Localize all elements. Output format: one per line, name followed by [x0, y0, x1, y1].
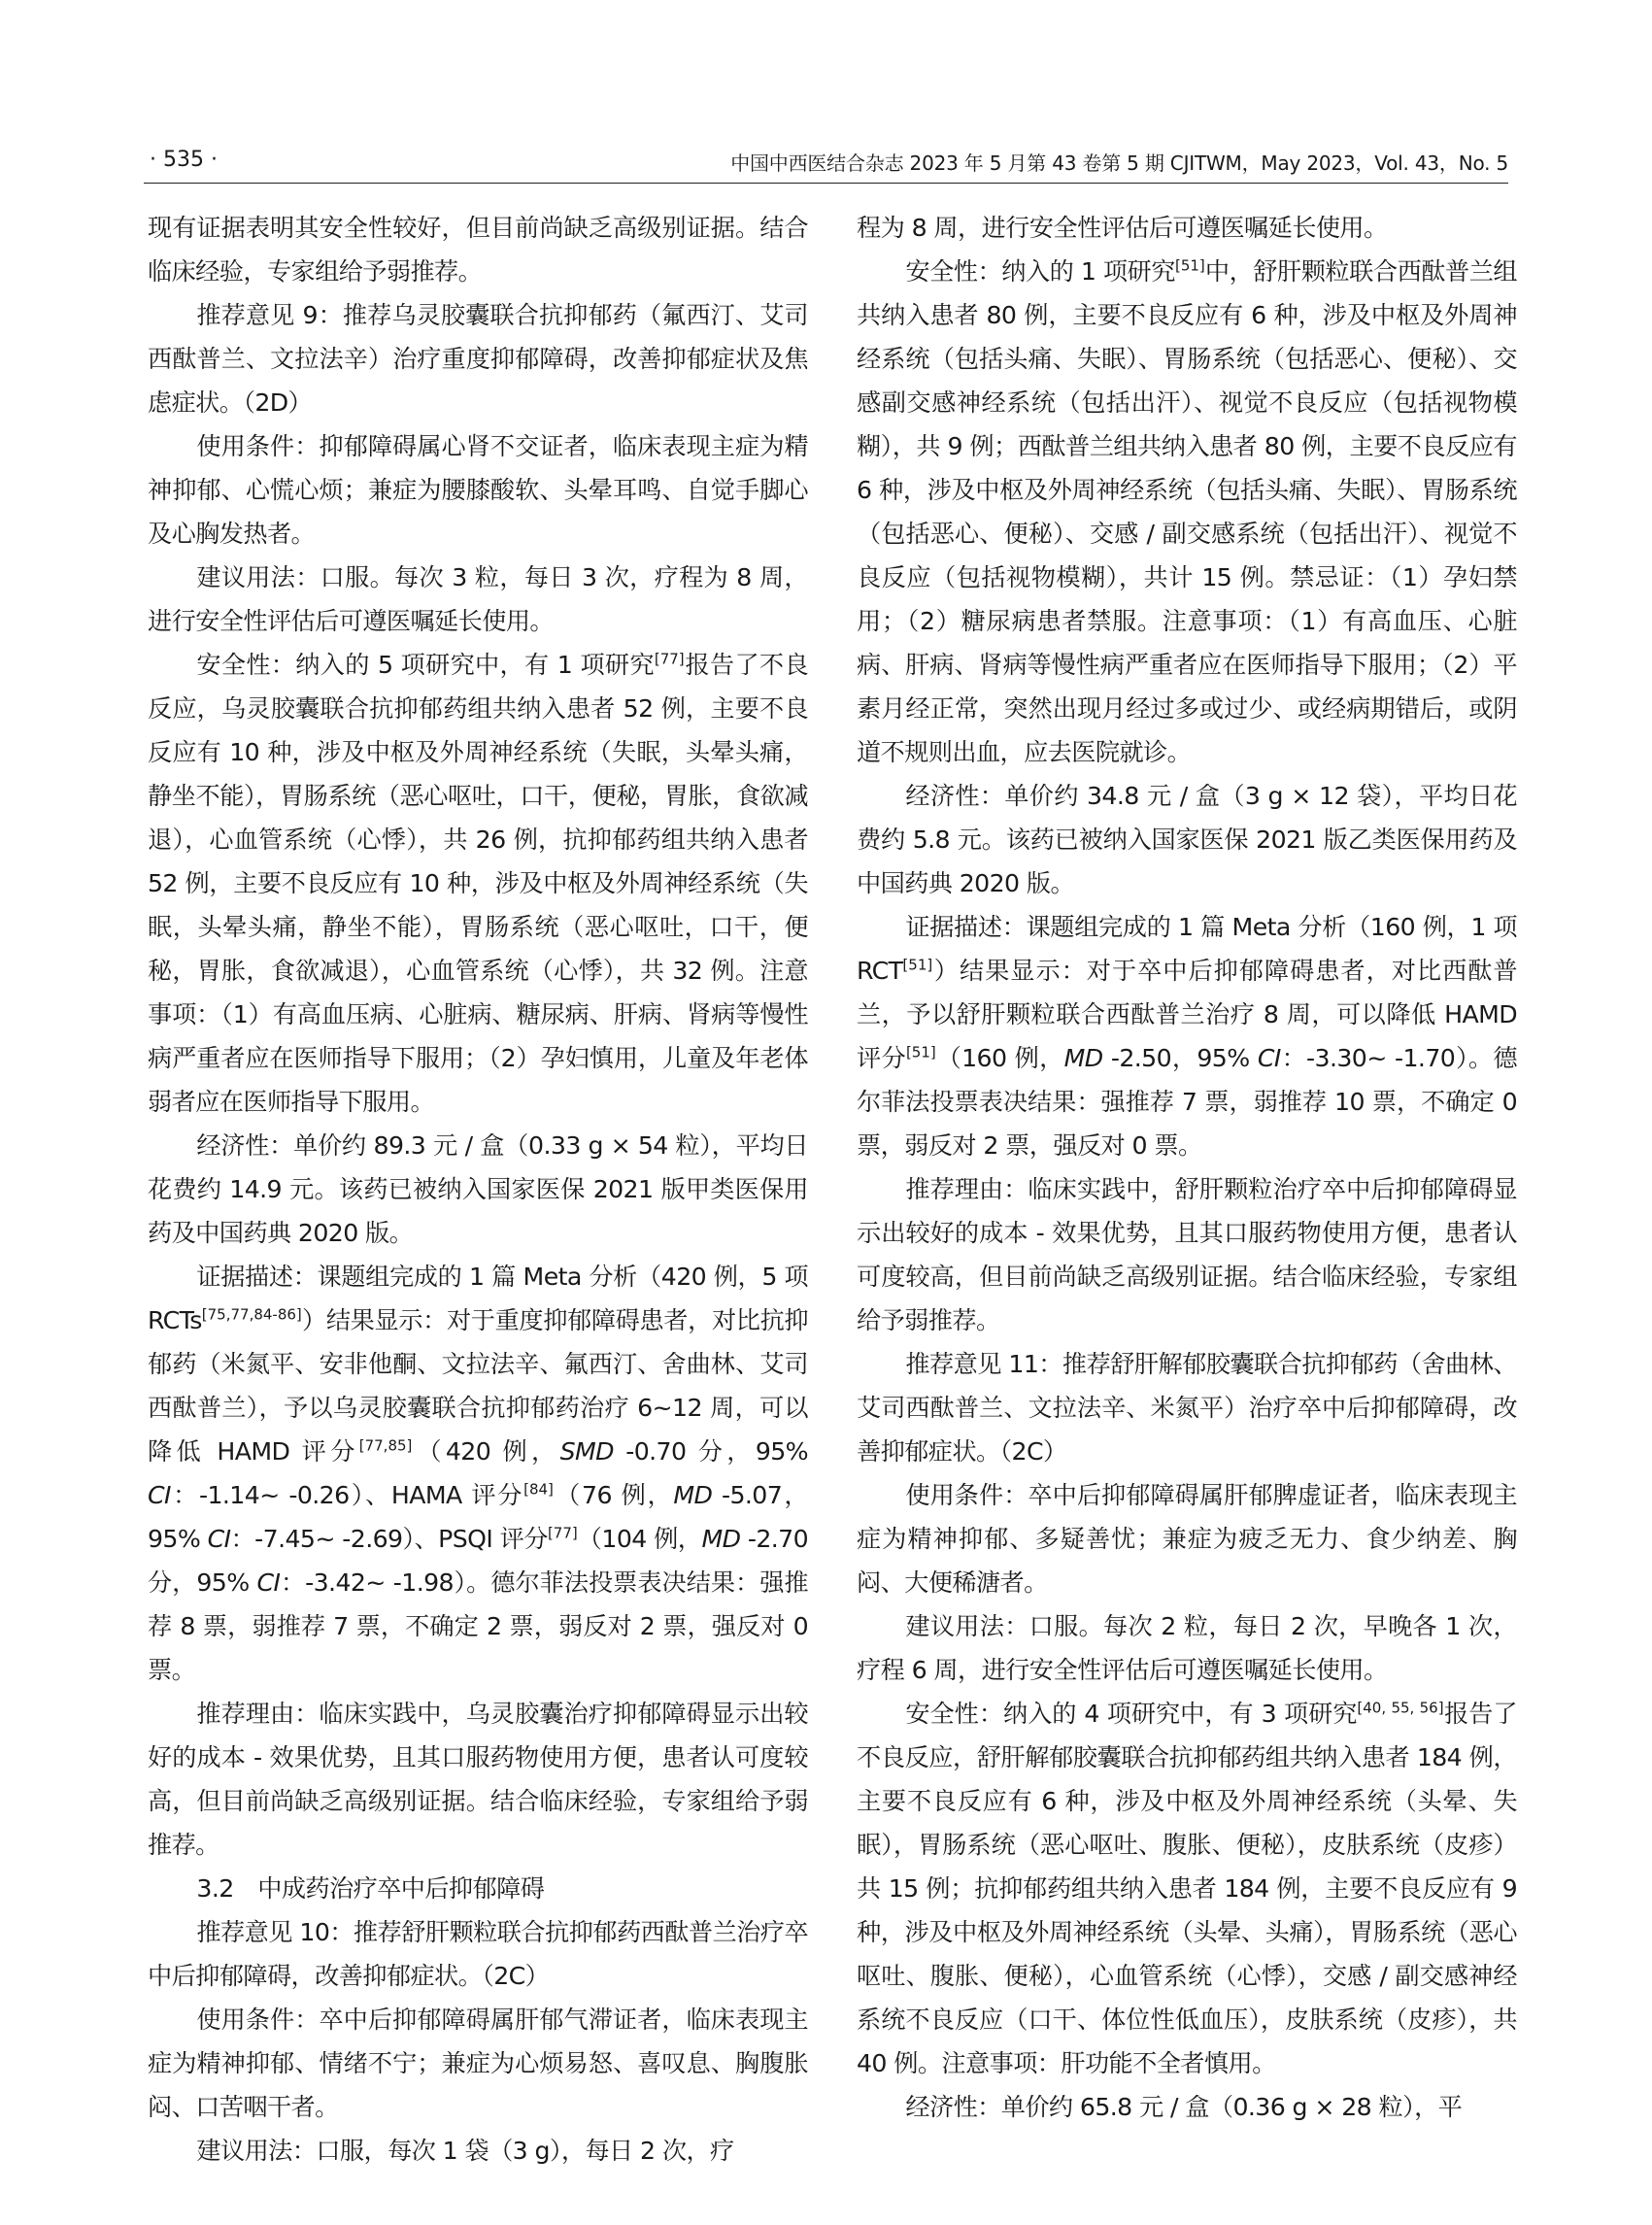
text: （160 例，: [935, 1044, 1064, 1072]
citation-ref: [77]: [654, 650, 685, 668]
italic-term: CI: [256, 1568, 281, 1597]
italic-term: CI: [1257, 1044, 1281, 1072]
citation-ref: [75,77,84-86]: [201, 1305, 302, 1324]
italic-term: CI: [207, 1525, 231, 1553]
paragraph: 现有证据表明其安全性较好，但目前尚缺乏高级别证据。结合临床经验，专家组给予弱推荐。: [148, 214, 808, 286]
recommendation-10: 推荐意见 10：推荐舒肝颗粒联合抗抑郁药西酞普兰治疗卒中后抑郁障碍，改善抑郁症状。（2C）: [148, 1918, 808, 1990]
text: 安全性：纳入的 1 项研究: [905, 257, 1175, 286]
citation-ref: [51]: [905, 1043, 936, 1062]
citation-ref: [40, 55, 56]: [1357, 1699, 1444, 1717]
paragraph: 使用条件：抑郁障碍属心肾不交证者，临床表现主症为精神抑郁、心慌心烦；兼症为腰膝酸软、头晕耳鸣、自觉手脚心及心胸发热者。: [148, 432, 808, 548]
paragraph: [857, 905, 1517, 1167]
paragraph: 经济性：单价约 89.3 元 / 盒（0.33 g × 54 粒），平均日花费约 14.9 元。该药已被纳入国家医保 2021 版甲类医保用药及中国药典 2020 版。: [148, 1131, 808, 1247]
text: ）结果显示：对于卒中后抑郁障碍患者，对比西酞普兰，予以舒肝颗粒联合西酞普兰治疗 8 周，可以降低 HAMD 评分: [857, 957, 1517, 1072]
italic-term: SMD: [559, 1437, 614, 1466]
paragraph: [857, 1692, 1517, 2085]
text: -0.70 分，95%: [613, 1437, 809, 1466]
paragraph: 建议用法：口服。每次 2 粒，每日 2 次，早晚各 1 次，疗程 6 周，进行安全性评估后可遵医嘱延长使用。: [857, 1612, 1517, 1684]
paragraph: 推荐理由：临床实践中，舒肝颗粒治疗卒中后抑郁障碍显示出较好的成本 - 效果优势，且其口服药物使用方便，患者认可度较高，但目前尚缺乏高级别证据。结合临床经验，专家组给予弱推荐。: [857, 1175, 1517, 1334]
text: 安全性：纳入的 4 项研究中，有 3 项研究: [905, 1700, 1358, 1728]
paragraph: 程为 8 周，进行安全性评估后可遵医嘱延长使用。: [857, 214, 1388, 242]
paragraph: 使用条件：卒中后抑郁障碍属肝郁气滞证者，临床表现主症为精神抑郁、情绪不宁；兼症为心烦易怒、喜叹息、胸腹胀闷、口苦咽干者。: [148, 2006, 808, 2121]
text: 报告了不良反应，乌灵胶囊联合抗抑郁药组共纳入患者 52 例，主要不良反应有 10 种，涉及中枢及外周神经系统（失眠，头晕头痛，静坐不能），胃肠系统（恶心呕吐，口干，便秘，胃胀，食欲减退），心血管系统（心悸），共 26 例，抗抑郁药组共纳入患者 52 例，主要不良反应有 10 种，涉及中枢及外周神经系统（失眠，头晕头痛，静坐不能），胃肠系统（恶心呕吐，口干，便秘，胃胀，食欲减退），心血管系统（心悸），共 32 例。注意事项：（1）有高血压病、心脏病、糖尿病、肝病、肾病等慢性病严重者应在医师指导下服用；（2）孕妇慎用，儿童及年老体弱者应在医师指导下服用。: [148, 651, 808, 1116]
text: ：-1.14~ -0.26）、HAMA 评分: [170, 1481, 524, 1509]
page-number: · 535 ·: [150, 148, 218, 172]
text: ：-3.30~ -1.70）。德尔菲法投票表决结果：强推荐 7 票，弱推荐 10 票，不确定 0 票，弱反对 2 票，强反对 0 票。: [857, 1044, 1517, 1160]
text: -2.50，95%: [1102, 1044, 1258, 1072]
page-header: [144, 144, 1508, 184]
paragraph: 推荐理由：临床实践中，乌灵胶囊治疗抑郁障碍显示出较好的成本 - 效果优势，且其口服药物使用方便，患者认可度较高，但目前尚缺乏高级别证据。结合临床经验，专家组给予弱推荐。: [148, 1700, 808, 1859]
italic-term: MD: [1063, 1044, 1103, 1072]
paragraph: [148, 1255, 808, 1692]
text: -2.70 分，95%: [148, 1525, 809, 1597]
text: ：-3.42~ -1.98）。德尔菲法投票表决结果：强推荐 8 票，弱推荐 7 票，不确定 2 票，弱反对 2 票，强反对 0 票。: [148, 1568, 808, 1684]
paragraph: [148, 643, 808, 1124]
text: 证据描述：课题组完成的 1 篇 Meta 分析（420 例，5 项 RCTs: [148, 1263, 808, 1334]
text: 中，舒肝颗粒联合西酞普兰组共纳入患者 80 例，主要不良反应有 6 种，涉及中枢及外周神经系统（包括头痛、失眠）、胃肠系统（包括恶心、便秘）、交感副交感神经系统（包括出汗）、视觉不良反应（包括视物模糊），共 9 例；西酞普兰组共纳入患者 80 例，主要不良反应有 6 种，涉及中枢及外周神经系统（包括头痛、失眠）、胃肠系统（包括恶心、便秘）、交感 / 副交感系统（包括出汗）、视觉不良反应（包括视物模糊），共计 15 例。禁忌证：（1）孕妇禁用；（2）糖尿病患者禁服。注意事项：（1）有高血压、心脏病、肝病、肾病等慢性病严重者应在医师指导下服用；（2）平素月经正常，突然出现月经过多或过少、或经病期错后，或阴道不规则出血，应去医院就诊。: [857, 257, 1517, 766]
text: ）结果显示：对于重度抑郁障碍患者，对比抗抑郁药（米氮平、安非他酮、文拉法辛、氟西汀、舍曲林、艾司西酞普兰），予以乌灵胶囊联合抗抑郁药治疗 6~12 周，可以降低 HAMD 评分: [148, 1306, 808, 1466]
citation-ref: [77]: [547, 1524, 578, 1542]
paragraph: 经济性：单价约 65.8 元 / 盒（0.36 g × 28 粒），平: [905, 2093, 1463, 2121]
text: 证据描述：课题组完成的 1 篇 Meta 分析（160 例，1 项 RCT: [857, 913, 1517, 985]
right-column: [857, 206, 1517, 2129]
paragraph: 建议用法：口服，每次 1 袋（3 g），每日 2 次，疗: [196, 2137, 734, 2165]
journal-citation: 中国中西医结合杂志 2023 年 5 月第 43 卷第 5 期 CJITWM，May 2023，Vol. 43，No. 5: [730, 152, 1508, 175]
text: ：-7.45~ -2.69）、PSQI 评分: [230, 1525, 548, 1553]
text: （420 例，: [412, 1437, 560, 1466]
text: （104 例，: [577, 1525, 702, 1553]
paragraph: 建议用法：口服。每次 3 粒，每日 3 次，疗程为 8 周，进行安全性评估后可遵医嘱延长使用。: [148, 563, 808, 635]
text: （76 例，: [553, 1481, 674, 1509]
text: -5.07，95%: [148, 1481, 808, 1553]
citation-ref: [51]: [1174, 256, 1205, 275]
citation-ref: [51]: [902, 956, 933, 974]
citation-ref: [84]: [523, 1480, 554, 1499]
paragraph: 经济性：单价约 34.8 元 / 盒（3 g × 12 袋），平均日花费约 5.8 元。该药已被纳入国家医保 2021 版乙类医保用药及中国药典 2020 版。: [857, 782, 1517, 897]
paragraph: [857, 250, 1517, 774]
italic-term: CI: [148, 1481, 171, 1509]
text: 报告了不良反应，舒肝解郁胶囊联合抗抑郁药组共纳入患者 184 例，主要不良反应有 6 种，涉及中枢及外周神经系统（头晕、失眠），胃肠系统（恶心呕吐、腹胀、便秘），皮肤系统（皮疹）共 15 例；抗抑郁药组共纳入患者 184 例，主要不良反应有 9 种，涉及中枢及外周神经系统（头晕、头痛），胃肠系统（恶心呕吐、腹胀、便秘），心血管系统（心悸），交感 / 副交感神经系统不良反应（口干、体位性低血压），皮肤系统（皮疹），共 40 例。注意事项：肝功能不全者慎用。: [857, 1700, 1517, 2077]
left-column: [148, 206, 808, 2173]
recommendation-9: 推荐意见 9：推荐乌灵胶囊联合抗抑郁药（氟西汀、艾司西酞普兰、文拉法辛）治疗重度抑郁障碍，改善抑郁症状及焦虑症状。（2D）: [148, 301, 808, 417]
paragraph: 使用条件：卒中后抑郁障碍属肝郁脾虚证者，临床表现主症为精神抑郁、多疑善忧；兼症为疲乏无力、食少纳差、胸闷、大便稀溏者。: [857, 1481, 1517, 1597]
italic-term: MD: [673, 1481, 713, 1509]
section-heading-3-2: 3.2 中成药治疗卒中后抑郁障碍: [196, 1874, 545, 1903]
recommendation-11: 推荐意见 11：推荐舒肝解郁胶囊联合抗抑郁药（舍曲林、艾司西酞普兰、文拉法辛、米氮平）治疗卒中后抑郁障碍，改善抑郁症状。（2C）: [857, 1350, 1517, 1466]
citation-ref: [77,85]: [358, 1436, 413, 1455]
italic-term: MD: [701, 1525, 741, 1553]
text: 安全性：纳入的 5 项研究中，有 1 项研究: [196, 651, 655, 679]
